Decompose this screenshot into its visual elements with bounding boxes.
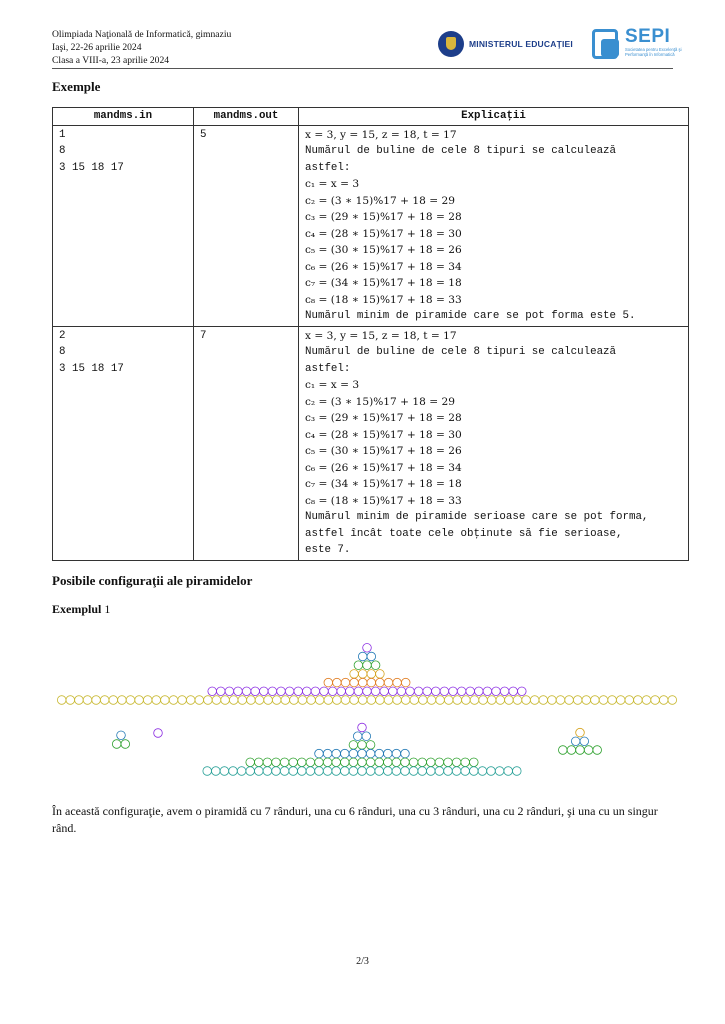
bubble — [393, 678, 402, 687]
bubble — [475, 687, 484, 696]
bubble — [410, 696, 419, 705]
table-row — [53, 125, 689, 326]
bubble — [109, 696, 118, 705]
input-line: 3 15 18 17 — [59, 161, 124, 174]
bubble — [117, 731, 126, 740]
bubble — [92, 696, 101, 705]
bubble — [307, 696, 316, 705]
formula-line: c₃ = (29 ∗ 15)%17 + 18 = 28 — [305, 211, 462, 223]
bubble — [423, 687, 432, 696]
bubble — [576, 746, 585, 755]
bubble — [492, 687, 501, 696]
bubble — [418, 758, 427, 767]
sepi-subtitle: Societatea pentru Excelenţă şi Performanţă în Informatică — [625, 47, 682, 57]
bubble — [392, 767, 401, 776]
page-number: 2/3 — [356, 956, 369, 967]
bubble — [625, 696, 634, 705]
bubble — [409, 767, 418, 776]
bubble — [238, 696, 247, 705]
bubble — [272, 696, 281, 705]
formula-line: c₇ = (34 ∗ 15)%17 + 18 = 18 — [305, 277, 462, 289]
bubble — [358, 741, 367, 750]
bubble — [341, 767, 350, 776]
bubble — [332, 749, 341, 758]
bubble — [461, 758, 470, 767]
bubble — [453, 696, 462, 705]
formula-line: c₄ = (28 ∗ 15)%17 + 18 = 30 — [305, 227, 462, 240]
bubble — [397, 687, 406, 696]
bubble — [375, 749, 384, 758]
explanation-line: Numărul minim de piramide serioase care se pot forma, — [305, 511, 649, 523]
sepi-logo — [589, 27, 687, 61]
formula-line: c₁ = x = 3 — [305, 178, 360, 190]
bubble — [496, 696, 505, 705]
bubble — [616, 696, 625, 705]
formula-line: c₅ = (30 ∗ 15)%17 + 18 = 26 — [305, 445, 462, 457]
bubble — [358, 758, 367, 767]
bubble — [323, 749, 332, 758]
explanation-line: Numărul minim de piramide care se pot forma este 5. — [305, 310, 636, 322]
ministry-name: MINISTERUL EDUCAŢIEI — [469, 39, 573, 49]
bubble — [242, 687, 251, 696]
input-line: 1 — [59, 128, 66, 141]
bubble — [350, 696, 359, 705]
bubble — [651, 696, 660, 705]
bubble — [204, 696, 213, 705]
bubble — [371, 661, 380, 670]
bubble — [530, 696, 539, 705]
col-header-out: mandms.out — [194, 108, 299, 126]
bubble — [556, 696, 565, 705]
bubble — [251, 687, 260, 696]
bubble — [135, 696, 144, 705]
bubble — [311, 687, 320, 696]
pyramids-figure — [0, 625, 725, 780]
bubble — [263, 758, 272, 767]
bubble — [470, 758, 479, 767]
bubble — [371, 687, 380, 696]
bubble — [349, 758, 358, 767]
bubble — [280, 758, 289, 767]
bubble — [354, 661, 363, 670]
bubble — [178, 696, 187, 705]
bubble — [121, 740, 130, 749]
bubble — [500, 687, 509, 696]
output-value: 5 — [200, 128, 207, 141]
bubble — [315, 696, 324, 705]
bubble — [229, 696, 238, 705]
bubble — [582, 696, 591, 705]
table-header-row — [53, 108, 689, 126]
bubble — [392, 749, 401, 758]
bubble — [634, 696, 643, 705]
formula-line: c₁ = x = 3 — [305, 379, 360, 391]
header-line-2: Iaşi, 22-26 aprilie 2024 — [52, 42, 142, 53]
col-header-expl: Explicaţii — [299, 108, 689, 126]
bubble — [100, 696, 109, 705]
bubble — [659, 696, 668, 705]
bubble — [358, 723, 367, 732]
bubble — [112, 740, 121, 749]
bubble — [384, 678, 393, 687]
input-line: 3 15 18 17 — [59, 362, 124, 375]
col-header-in: mandms.in — [53, 108, 194, 126]
formula-line: c₃ = (29 ∗ 15)%17 + 18 = 28 — [305, 412, 462, 424]
bubble — [376, 670, 385, 679]
bubble — [375, 758, 384, 767]
bubble — [75, 696, 84, 705]
ministry-logo — [438, 31, 573, 57]
bubble — [264, 696, 273, 705]
bubble — [324, 678, 333, 687]
bubble — [367, 652, 376, 661]
bubble — [457, 687, 466, 696]
bubble — [246, 758, 255, 767]
bubble — [363, 644, 372, 653]
bubble — [478, 767, 487, 776]
bubble — [384, 767, 393, 776]
bubble — [341, 749, 350, 758]
bubble — [272, 767, 281, 776]
bubble — [315, 758, 324, 767]
bubble — [444, 758, 453, 767]
bubble — [298, 696, 307, 705]
bubble — [401, 767, 410, 776]
bubble — [487, 767, 496, 776]
bubble — [452, 758, 461, 767]
explanation-line: astfel: — [305, 362, 351, 375]
bubble — [285, 687, 294, 696]
formula-line: c₄ = (28 ∗ 15)%17 + 18 = 30 — [305, 428, 462, 441]
input-line: 8 — [59, 145, 66, 157]
bubble — [268, 687, 277, 696]
bubble — [509, 687, 518, 696]
bubble — [505, 696, 514, 705]
bubble — [354, 687, 363, 696]
bubble — [567, 746, 576, 755]
bubble — [376, 678, 385, 687]
bubble — [186, 696, 195, 705]
bubble — [255, 696, 264, 705]
bubble — [576, 728, 585, 737]
bubble — [479, 696, 488, 705]
bubble — [366, 749, 375, 758]
bubble — [440, 687, 449, 696]
section-title: Exemple — [52, 79, 101, 94]
bubble — [483, 687, 492, 696]
bubble — [384, 696, 393, 705]
bubble — [393, 696, 402, 705]
bubble — [328, 687, 337, 696]
bubble — [208, 687, 217, 696]
examples-table — [52, 107, 689, 561]
bubble — [341, 678, 350, 687]
bubble — [234, 687, 243, 696]
bubble — [366, 741, 375, 750]
bubble — [444, 696, 453, 705]
bubble — [237, 767, 246, 776]
bubble — [315, 749, 324, 758]
bubble — [380, 687, 389, 696]
header-line-1: Olimpiada Naţională de Informatică, gimnaziu — [52, 29, 232, 40]
sepi-title: SEPI — [625, 26, 671, 47]
bubble — [323, 767, 332, 776]
bubble — [350, 670, 359, 679]
bubble — [212, 696, 221, 705]
bubble — [452, 767, 461, 776]
bubble — [565, 696, 574, 705]
explanation-line: este 7. — [305, 544, 351, 556]
bubble — [324, 696, 333, 705]
bubble — [466, 687, 475, 696]
bubble — [337, 687, 346, 696]
formula-line: c₂ = (3 ∗ 15)%17 + 18 = 29 — [305, 395, 455, 408]
bubble — [169, 696, 178, 705]
output-value: 7 — [200, 329, 207, 342]
bubble — [571, 737, 580, 746]
formula-line: c₈ = (18 ∗ 15)%17 + 18 = 33 — [305, 293, 462, 306]
bubble — [363, 661, 372, 670]
conclusion-text: În această configuraţie, avem o piramidă cu 7 rânduri, una cu 6 rânduri, una cu 3 rânduri, una cu 2 rânduri, şi una cu un singur rând. — [52, 804, 658, 835]
bubble — [246, 767, 255, 776]
formula-line: c₂ = (3 ∗ 15)%17 + 18 = 29 — [305, 194, 455, 207]
bubble — [461, 767, 470, 776]
bubble — [559, 746, 568, 755]
formula-line: c₅ = (30 ∗ 15)%17 + 18 = 26 — [305, 244, 462, 256]
example-label — [52, 602, 110, 617]
bubble — [154, 729, 163, 738]
bubble — [522, 696, 531, 705]
bubble — [341, 696, 350, 705]
input-line: 2 — [59, 329, 66, 342]
bubble — [306, 767, 315, 776]
bubble — [435, 758, 444, 767]
bubble — [263, 767, 272, 776]
bubble — [280, 767, 289, 776]
bubble — [254, 767, 263, 776]
bubble — [401, 749, 410, 758]
bubble — [573, 696, 582, 705]
bubble — [358, 678, 367, 687]
bubble — [221, 696, 230, 705]
bubble — [401, 678, 410, 687]
cell-output — [194, 125, 299, 326]
bubble — [358, 696, 367, 705]
bubble — [414, 687, 423, 696]
bubble — [320, 687, 329, 696]
bubble — [389, 687, 398, 696]
explanation-line: Numărul de buline de cele 8 tipuri se calculează — [305, 145, 617, 157]
bubble — [272, 758, 281, 767]
example-label-text: Exemplul — [52, 602, 102, 616]
cell-explanation — [299, 326, 689, 560]
bubble — [358, 652, 367, 661]
bubble — [392, 758, 401, 767]
bubble — [306, 758, 315, 767]
bubble — [366, 758, 375, 767]
explanation-line: astfel încât toate cele obţinute să fie serioase, — [305, 527, 623, 540]
bubble — [668, 696, 677, 705]
bubble — [470, 696, 479, 705]
bubble — [513, 767, 522, 776]
cell-explanation — [299, 125, 689, 326]
bubble — [548, 696, 557, 705]
bubble — [341, 758, 350, 767]
explanation-line: Numărul de buline de cele 8 tipuri se calculează — [305, 346, 617, 358]
bubble — [593, 746, 602, 755]
bubble — [462, 696, 471, 705]
bubble — [126, 696, 135, 705]
sepi-mark-icon — [589, 27, 621, 61]
bubble — [513, 696, 522, 705]
cell-output — [194, 326, 299, 560]
bubble — [432, 687, 441, 696]
bubble — [375, 767, 384, 776]
bubble — [384, 758, 393, 767]
bubble — [362, 732, 371, 741]
bubble — [409, 758, 418, 767]
bubble — [363, 687, 372, 696]
explanation-line: astfel: — [305, 161, 351, 174]
coat-of-arms-icon — [438, 31, 464, 57]
example-number: 1 — [104, 602, 111, 616]
bubble — [406, 687, 415, 696]
bubble — [290, 696, 299, 705]
bubble — [225, 687, 234, 696]
bubble — [353, 732, 362, 741]
cell-input — [53, 326, 194, 560]
bubble — [350, 678, 359, 687]
bubble — [584, 746, 593, 755]
table-row — [53, 326, 689, 560]
bubble — [487, 696, 496, 705]
bubble — [303, 687, 312, 696]
bubble — [470, 767, 479, 776]
bubble — [580, 737, 589, 746]
formula-line: c₆ = (26 ∗ 15)%17 + 18 = 34 — [305, 260, 462, 273]
bubble — [358, 767, 367, 776]
bubble — [599, 696, 608, 705]
bubble — [376, 696, 385, 705]
bubble — [366, 767, 375, 776]
bubble — [401, 758, 410, 767]
config-title: Posibile configuraţii ale piramidelor — [52, 573, 253, 588]
bubble — [401, 696, 410, 705]
formula-line: c₇ = (34 ∗ 15)%17 + 18 = 18 — [305, 478, 462, 490]
bubble — [161, 696, 170, 705]
bubble — [346, 687, 355, 696]
bubble — [444, 767, 453, 776]
bubble — [203, 767, 212, 776]
bubble — [358, 670, 367, 679]
bubble — [539, 696, 548, 705]
bubble — [518, 687, 527, 696]
formula-line: c₆ = (26 ∗ 15)%17 + 18 = 34 — [305, 461, 462, 474]
header-line-3: Clasa a VIII-a, 23 aprilie 2024 — [52, 55, 170, 66]
bubble — [504, 767, 513, 776]
bubble — [212, 767, 221, 776]
bubble — [358, 749, 367, 758]
bubble — [289, 767, 298, 776]
input-line: 8 — [59, 346, 66, 358]
bubble — [435, 767, 444, 776]
bubble — [333, 678, 342, 687]
bubble — [57, 696, 66, 705]
bubble — [495, 767, 504, 776]
bubble — [247, 696, 256, 705]
bubble — [220, 767, 229, 776]
page-header — [52, 28, 231, 67]
bubble — [298, 758, 307, 767]
cell-input — [53, 125, 194, 326]
bubble — [281, 696, 290, 705]
bubble — [298, 767, 307, 776]
bubble — [384, 749, 393, 758]
bubble — [427, 696, 436, 705]
bubble — [315, 767, 324, 776]
bubble — [260, 687, 269, 696]
bubble — [367, 678, 376, 687]
bubble — [427, 767, 436, 776]
bubble — [436, 696, 445, 705]
bubble — [254, 758, 263, 767]
bubble — [427, 758, 436, 767]
bubble — [349, 741, 358, 750]
bubble — [289, 758, 298, 767]
bubble — [323, 758, 332, 767]
bubble — [642, 696, 651, 705]
bubble — [66, 696, 75, 705]
bubble — [217, 687, 226, 696]
bubble — [152, 696, 161, 705]
bubble — [333, 696, 342, 705]
formula-line: c₈ = (18 ∗ 15)%17 + 18 = 33 — [305, 494, 462, 507]
bubble — [367, 696, 376, 705]
bubble — [419, 696, 428, 705]
bubble — [608, 696, 617, 705]
bubble — [449, 687, 458, 696]
formula-line: x = 3, y = 15, z = 18, t = 17 — [305, 329, 457, 342]
bubble — [591, 696, 600, 705]
bubble — [418, 767, 427, 776]
bubble — [118, 696, 127, 705]
bubble — [277, 687, 286, 696]
bubble — [367, 670, 376, 679]
bubble — [83, 696, 92, 705]
bubble — [229, 767, 238, 776]
bubble — [332, 758, 341, 767]
bubble — [332, 767, 341, 776]
bubble — [195, 696, 204, 705]
bubble — [349, 767, 358, 776]
bubble — [294, 687, 303, 696]
header-divider — [52, 68, 673, 69]
bubble — [143, 696, 152, 705]
formula-line: x = 3, y = 15, z = 18, t = 17 — [305, 128, 457, 141]
bubble — [349, 749, 358, 758]
